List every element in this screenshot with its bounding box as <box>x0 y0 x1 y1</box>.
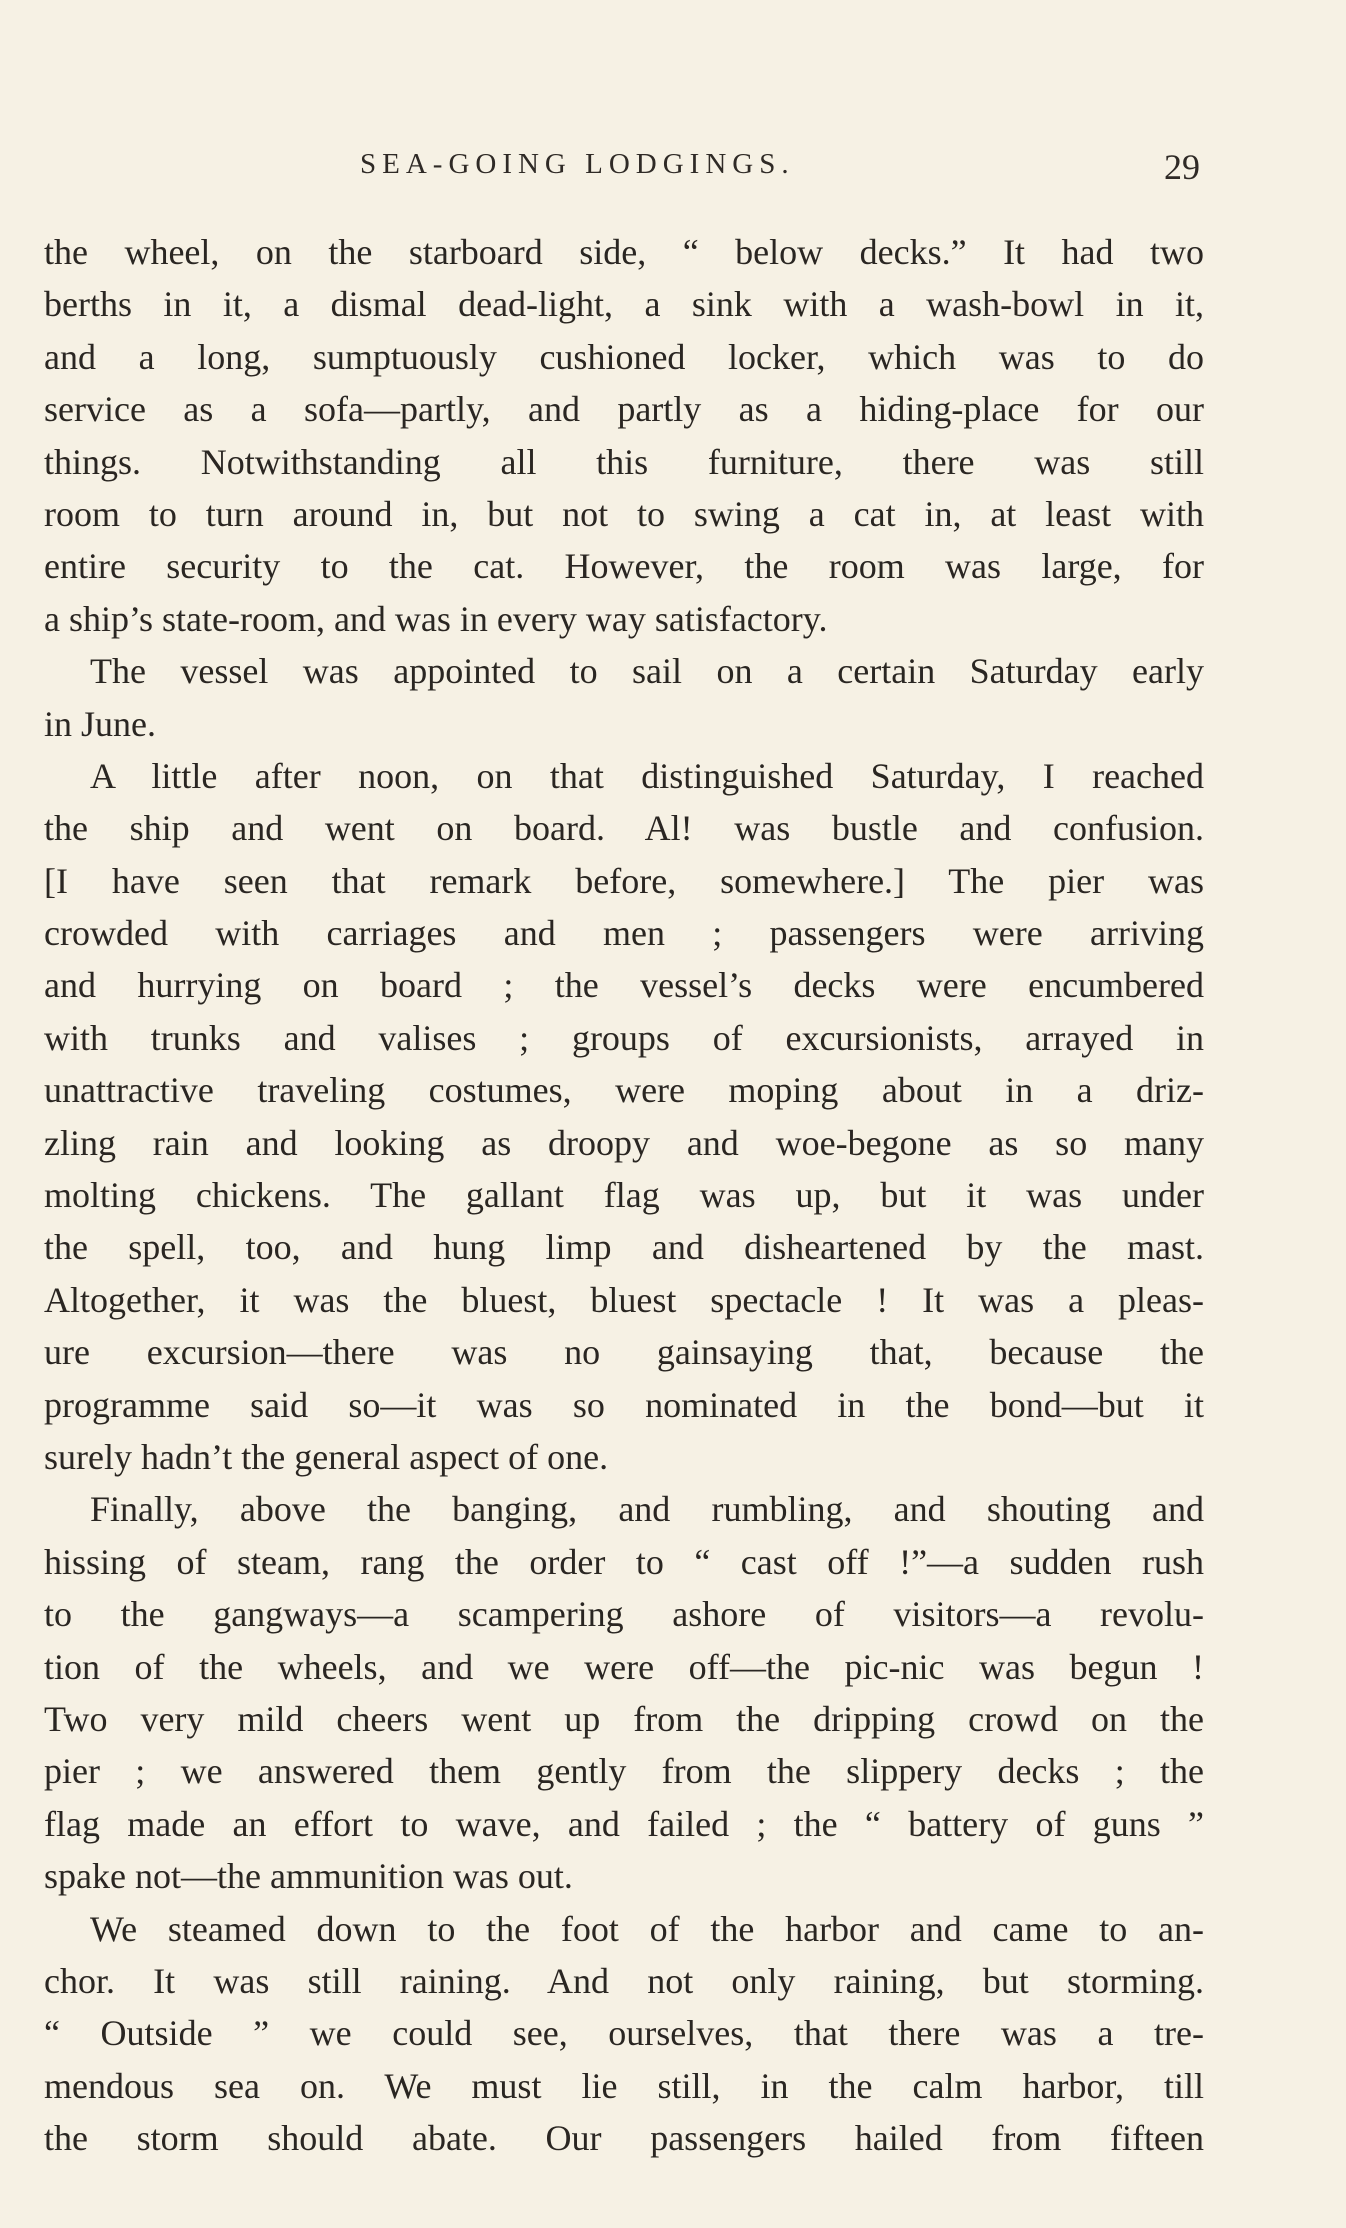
text-line: the ship and went on board. Al! was bustle and confusion. <box>44 808 1204 849</box>
text-line: chor. It was still raining. And not only raining, but storming. <box>44 1960 1204 2001</box>
text-line: tion of the wheels, and we were off—the pic-nic was begun ! <box>44 1646 1204 1687</box>
text-line: spake not—the ammunition was out. <box>44 1856 573 1897</box>
text-line: hissing of steam, rang the order to “ cast off !”—a sudden rush <box>44 1541 1204 1582</box>
text-line: the storm should abate. Our passengers hailed from fifteen <box>44 2118 1204 2159</box>
text-line: programme said so—it was so nominated in the bond—but it <box>44 1384 1204 1425</box>
text-line: to the gangways—a scampering ashore of visitors—a revolu- <box>44 1594 1204 1635</box>
text-line: room to turn around in, but not to swing a cat in, at least with <box>44 493 1204 534</box>
text-line: unattractive traveling costumes, were moping about in a driz- <box>44 1070 1204 1111</box>
text-line: flag made an effort to wave, and failed ; the “ battery of guns ” <box>44 1803 1204 1844</box>
text-line: the spell, too, and hung limp and disheartened by the mast. <box>44 1227 1204 1268</box>
text-line: [I have seen that remark before, somewhere.] The pier was <box>44 860 1204 901</box>
text-line: We steamed down to the foot of the harbor and came to an- <box>90 1908 1204 1949</box>
text-line: berths in it, a dismal dead-light, a sink with a wash-bowl in it, <box>44 284 1204 325</box>
running-title: SEA-GOING LODGINGS. <box>360 148 795 180</box>
text-line: zling rain and looking as droopy and woe-begone as so many <box>44 1122 1204 1163</box>
text-line: a ship’s state-room, and was in every way satisfactory. <box>44 598 828 639</box>
body-text <box>44 226 1204 2164</box>
text-line: Altogether, it was the bluest, bluest spectacle ! It was a pleas- <box>44 1279 1204 1320</box>
text-line: Two very mild cheers went up from the dripping crowd on the <box>44 1698 1204 1739</box>
text-line: and a long, sumptuously cushioned locker, which was to do <box>44 336 1204 377</box>
text-line: in June. <box>44 703 156 744</box>
text-line: things. Notwithstanding all this furniture, there was still <box>44 441 1204 482</box>
text-line: “ Outside ” we could see, ourselves, that there was a tre- <box>44 2013 1204 2054</box>
text-line: molting chickens. The gallant flag was up, but it was under <box>44 1175 1204 1216</box>
text-line: the wheel, on the starboard side, “ below decks.” It had two <box>44 232 1204 272</box>
text-line: A little after noon, on that distinguished Saturday, I reached <box>90 755 1204 796</box>
page-number: 29 <box>1164 147 1200 187</box>
text-line: service as a sofa—partly, and partly as a hiding-place for our <box>44 389 1204 430</box>
text-line: surely hadn’t the general aspect of one. <box>44 1436 609 1477</box>
text-line: with trunks and valises ; groups of excursionists, arrayed in <box>44 1017 1204 1058</box>
text-line: The vessel was appointed to sail on a certain Saturday early <box>90 651 1204 692</box>
text-line: and hurrying on board ; the vessel’s decks were encumbered <box>44 965 1204 1006</box>
text-line: ure excursion—there was no gainsaying that, because the <box>44 1332 1204 1373</box>
text-line: entire security to the cat. However, the room was large, for <box>44 546 1204 587</box>
text-line: mendous sea on. We must lie still, in the calm harbor, till <box>44 2065 1204 2106</box>
text-line: Finally, above the banging, and rumbling, and shouting and <box>90 1489 1204 1530</box>
page-header <box>360 146 1200 190</box>
text-line: pier ; we answered them gently from the slippery decks ; the <box>44 1751 1204 1792</box>
text-line: crowded with carriages and men ; passengers were arriving <box>44 913 1204 954</box>
